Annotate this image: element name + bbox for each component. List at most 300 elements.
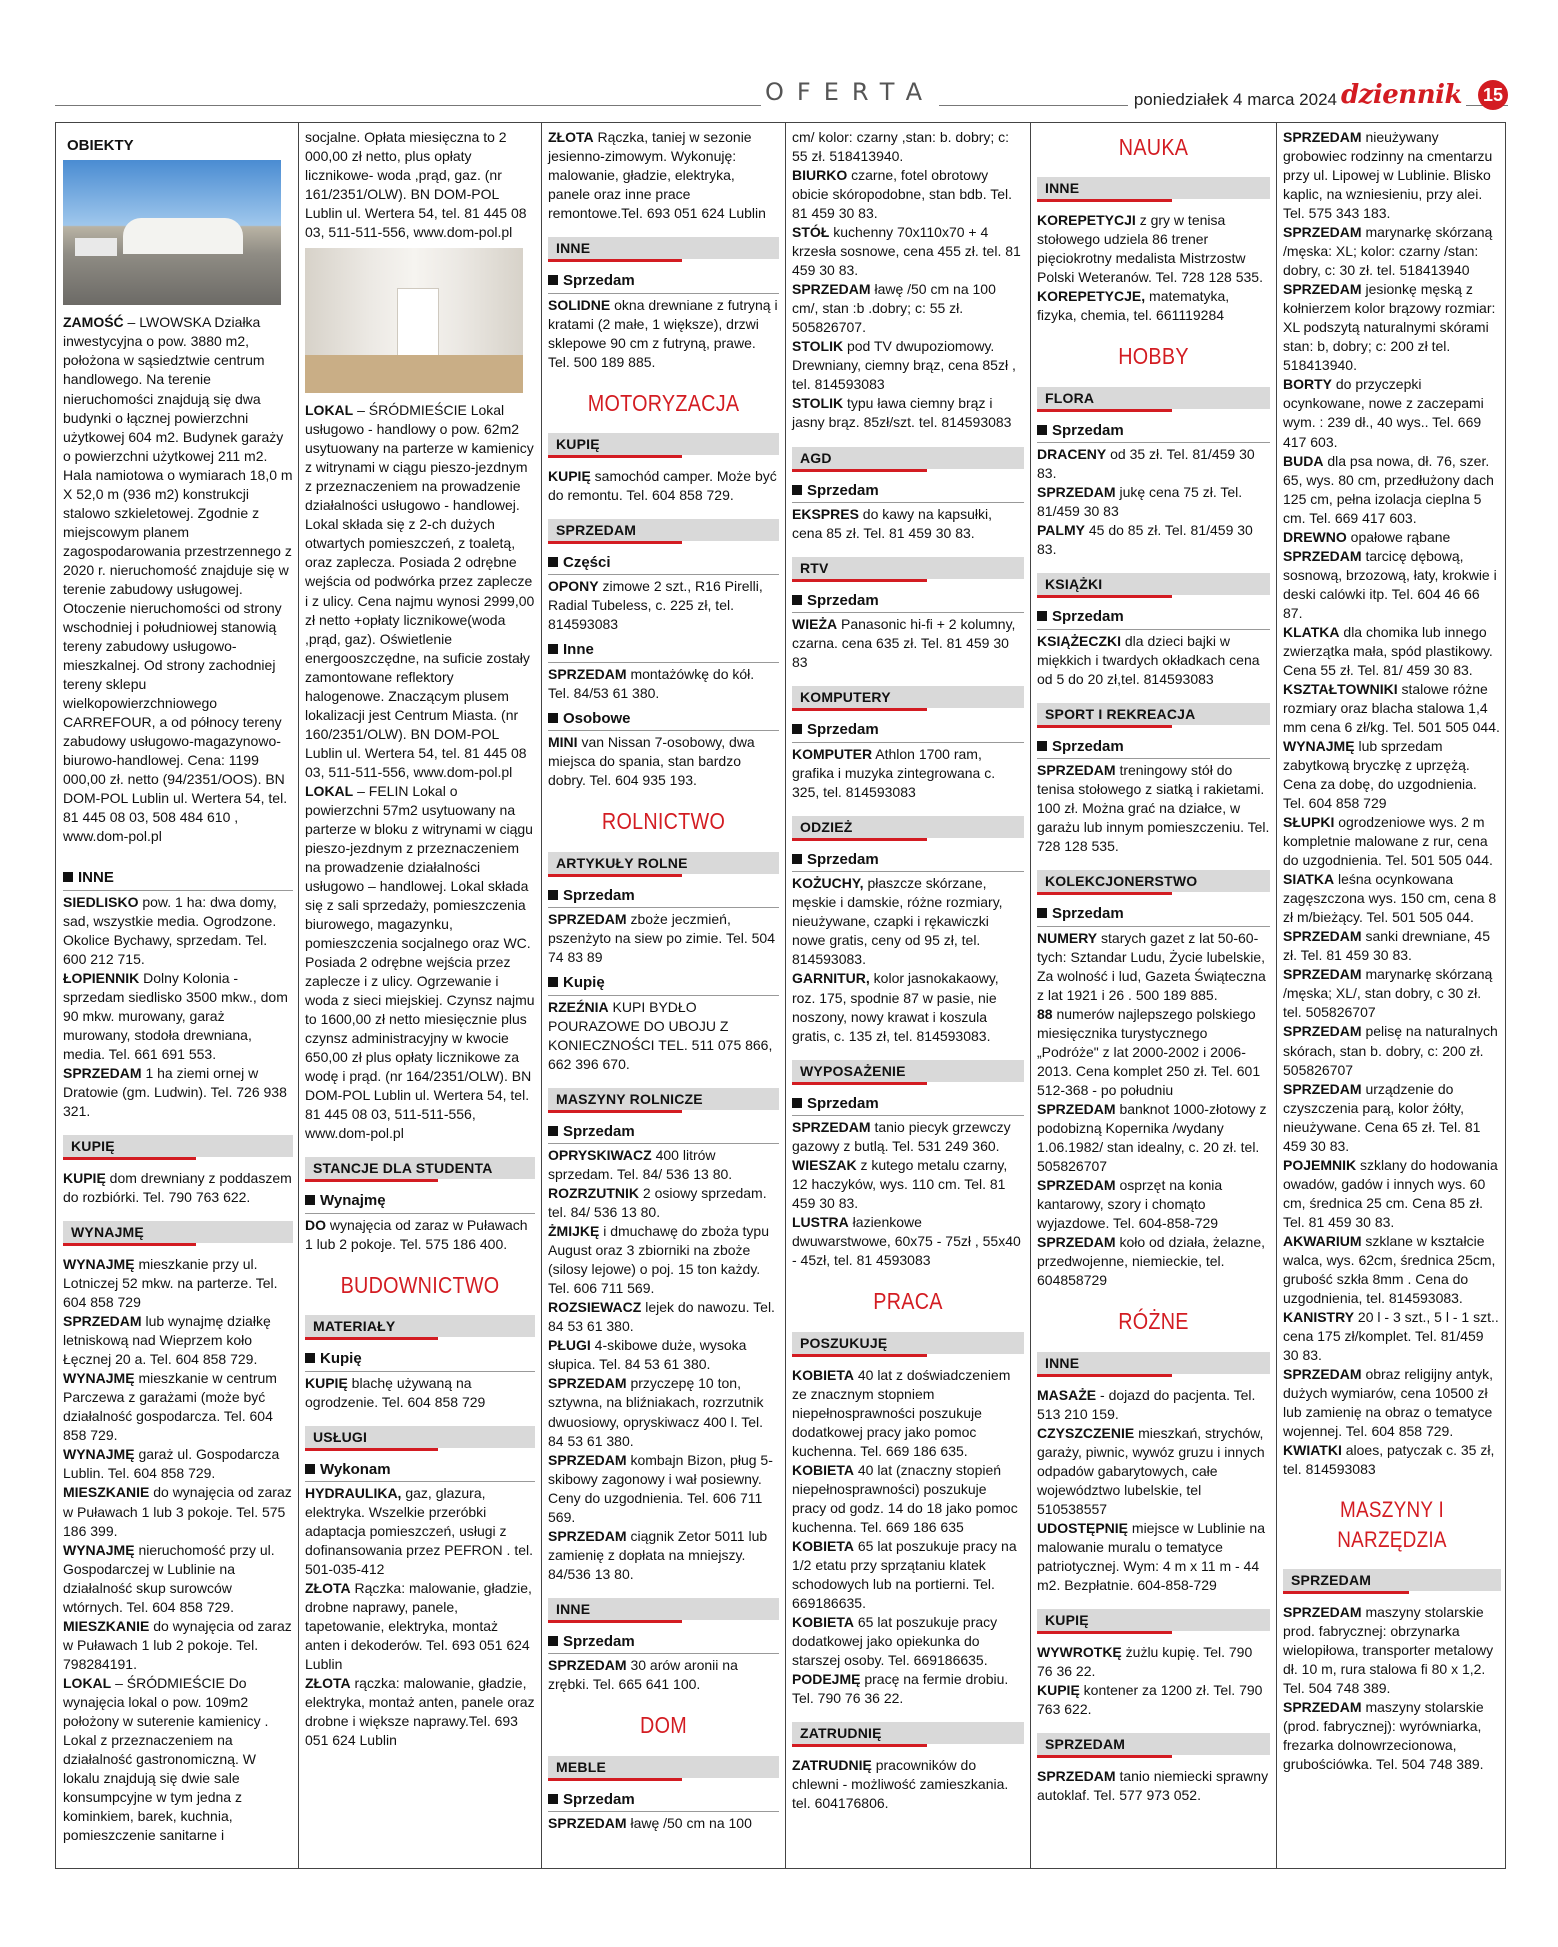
classified-ad [1283, 1441, 1501, 1479]
ad-keyword: SPRZEDAM [1037, 484, 1116, 501]
classified-ad [792, 874, 1024, 969]
ad-list [63, 893, 293, 1121]
section-rozne: RÓŻNE [1118, 1308, 1189, 1335]
category-komputery: KOMPUTERY [792, 686, 1024, 708]
ad-keyword: ZŁOTA [305, 1675, 351, 1692]
ad-body: tanio niemiecki sprawny autoklaf. Tel. 577 973 052. [1037, 1768, 1269, 1804]
ad-body: 40 lat z doświadczeniem ze znacznym stopniem niepełnosprawności poszukuje dodatkowej pracy jako pomoc kuchenna. Tel. 669 186 635. [792, 1366, 1011, 1459]
ad-body: 65 lat poszukuje pracy dodatkowej jako opiekunka do starszej osoby. Tel. 669186635. [792, 1613, 998, 1668]
ad-keyword: SPRZEDAM [792, 281, 871, 298]
classified-ad [1037, 929, 1270, 1005]
ad-keyword: STOLIK [792, 338, 844, 355]
ad-keyword: ŁOPIENNIK [63, 969, 140, 986]
classified-ad [1283, 547, 1501, 623]
classified-ad [792, 1118, 1024, 1156]
ad-body: płaszcze skórzane, męskie i damskie, różne rozmiary, nieużywane, czapki i rękawiczki nowe gratis, ceny od 95 zł, tel. 814593083. [792, 875, 1003, 968]
ad-keyword: WYNAJMĘ [63, 1541, 135, 1558]
ad-keyword: ZŁOTA [305, 1580, 351, 1597]
ad-keyword: STOLIK [792, 395, 844, 412]
ad-keyword: KANISTRY [1283, 1308, 1355, 1325]
classified-ad [63, 893, 293, 969]
ad-body: obraz religijny antyk, dużych wymiarów, cena 10500 zł lub zamienię na obraz o tematyce wojennej. Tel. 604 858 729. [1283, 1366, 1494, 1440]
ad-body: maszyny stolarskie (prod. fabrycznej): wyrówniarka, frezarka dolnowrzecionowa, grubościówka. Tel. 504 748 389. [1283, 1699, 1484, 1773]
ad-body: – FELIN Lokal o powierzchni 57m2 usytuowany na parterze w bloku z witrynami w ciągu pieszo-jezdnym z przeznaczeniem na prowadzenie działalności usługowo – handlowej. Lokal składa się z sali sprzedaży, pomieszczenia biurowego, magazynku, pomieszczenia socjalnego oraz WC. Posiada 2 odrębne wejścia przez zaplecze i z ulicy. Ogrzewanie i woda z sieci miejskiej. Czynsz najmu to 1600,00 zł netto miesięcznie plus czynsz administracyjny w kwocie 650,00 zł plus opłaty licznikowe za wodę i prąd. (nr 164/2351/OLW). BN DOM-POL Lublin ul. Wertera 54, tel. 81 445 08 03, 511-511-556, www.dom-pol.pl [305, 782, 535, 1142]
ad-list [548, 910, 779, 967]
ad-keyword: SPRZEDAM [1283, 547, 1362, 564]
ad-body: czarne, fotel obrotowy obicie skóropodobne, stan bdb. Tel. 81 459 30 83. [792, 167, 1013, 222]
ad-body: numerów najlepszego polskiego miesięcznika turystycznego „Podróże" z lat 2000-2002 i 2006-2013. Cena komplet 250 zł. Tel. 601 512-368 - po południu [1037, 1005, 1261, 1098]
classified-ad [305, 1674, 535, 1750]
ad-keyword: KWIATKI [1283, 1442, 1342, 1459]
ad-body: opałowe rąbane [1346, 528, 1451, 545]
ad-list [63, 1169, 293, 1207]
classified-ad [1283, 1080, 1501, 1156]
ad-keyword: SPRZEDAM [1283, 281, 1362, 298]
category-wyposazenie: WYPOSAŻENIE [792, 1060, 1024, 1082]
classified-ad [1037, 1519, 1270, 1595]
ad-keyword: EKSPRES [792, 505, 859, 522]
ad-list [1037, 632, 1270, 689]
ad-keyword: ŻMIJKĘ [548, 1223, 600, 1240]
ad-keyword: SPRZEDAM [548, 1451, 627, 1468]
ad-body: marynarkę skórzaną /męska: XL; kolor: czarny /stan: dobry, c: 30 zł. tel. 518413940 [1283, 224, 1493, 279]
subcategory-kupie: Kupię [548, 973, 779, 995]
ad-list [1037, 1767, 1270, 1805]
ad-body: mieszkanie w centrum Parczewa z garażami (może być działalność gospodarcza. Tel. 604 858 729. [63, 1370, 277, 1444]
category-poszukuje: POSZUKUJĘ [792, 1332, 1024, 1354]
ad-keyword: SPRZEDAM [1283, 129, 1362, 145]
ad-body: Athlon 1700 ram, grafika i muzyka zintegrowana c. 325, tel. 814593083 [792, 745, 996, 800]
section-budownictwo: BUDOWNICTWO [340, 1271, 500, 1298]
ad-body: typu ława ciemny brąz i jasny brąz. 85zł/szt. tel. 814593083 [792, 395, 1012, 431]
ad-body: szklany do hodowania owadów, gadów i innych wys. 60 cm, średnica 25 cm. Cena 85 zł. Tel. 81 459 30 83. [1283, 1156, 1498, 1230]
ad-body: do kawy na kapsułki, cena 85 zł. Tel. 81 459 30 83. [792, 505, 992, 541]
ad-body: jesionkę męską z kołnierzem kolor brązowy rozmiar: XL podszytą naturalnymi skórami stan: b, dobry; c: 200 zł tel. 518413940. [1283, 281, 1496, 374]
ad-list [792, 615, 1024, 672]
category-inne: INNE [548, 1598, 779, 1620]
ad-list [792, 166, 1024, 432]
ad-body: żużlu kupię. Tel. 790 76 36 22. [1037, 1643, 1253, 1679]
ad-body: aloes, patyczak c. 35 zł, tel. 814593083 [1283, 1442, 1495, 1478]
ad-keyword: LOKAL [305, 782, 354, 799]
ad-keyword: WIESZAK [792, 1157, 857, 1174]
ad-body: dom drewniany z poddaszem do rozbiórki. Tel. 790 763 622. [63, 1170, 292, 1206]
ad-keyword: SOLIDNE [548, 296, 611, 313]
ad-keyword: SPRZEDAM [1037, 1177, 1116, 1194]
subcategory-czesci: Części [548, 553, 779, 575]
ad-keyword: KUPIĘ [548, 467, 591, 484]
classified-ad [63, 1483, 293, 1540]
subcategory-kupie: Kupię [305, 1349, 535, 1371]
classified-ad [548, 733, 779, 790]
classified-ad [548, 577, 779, 634]
issue-date: poniedziałek 4 marca 2024 [1128, 90, 1343, 110]
ad-keyword: KSZTAŁTOWNIKI [1283, 680, 1398, 697]
subcategory-inne: Inne [548, 640, 779, 662]
classified-ad [1283, 528, 1501, 547]
ad-keyword: NUMERY [1037, 929, 1098, 946]
column-divider [298, 122, 299, 1869]
subcategory-osobowe: Osobowe [548, 709, 779, 731]
classified-ad [792, 1213, 1024, 1270]
category-kupie: KUPIĘ [63, 1135, 293, 1157]
classified-ad [548, 1527, 779, 1584]
ad-list [305, 1484, 535, 1750]
section-title: OFERTA [761, 78, 939, 106]
ad-keyword: DREWNO [1283, 528, 1347, 545]
ad-keyword: SPRZEDAM [1037, 1768, 1116, 1785]
ad-body: 400 litrów sprzedam. Tel. 84/ 536 13 80. [548, 1147, 733, 1183]
ad-list [63, 313, 293, 846]
ad-keyword: LOKAL [305, 402, 354, 419]
ad-keyword: SPRZEDAM [548, 1527, 627, 1544]
classified-ad [1037, 1176, 1270, 1233]
category-inne: INNE [1037, 177, 1270, 199]
ad-body: i dmuchawę do zboża typu August oraz 3 zbiorniki na zboże (silosy lejowe) o poj. 15 ton każdy. Tel. 606 711 569. [548, 1223, 769, 1297]
column-5 [1033, 128, 1274, 1863]
ad-keyword: PALMY [1037, 522, 1085, 539]
ad-keyword: PŁUGI [548, 1337, 591, 1354]
ad-body: 30 arów aronii na zrębki. Tel. 665 641 100. [548, 1657, 738, 1693]
classified-ad [548, 910, 779, 967]
ad-body: garaż ul. Gospodarcza Lublin. Tel. 604 858 729. [63, 1446, 280, 1482]
ad-body: 2 osiowy sprzedam. tel. 84/ 536 13 80. [548, 1185, 767, 1221]
classified-ad [305, 1374, 535, 1412]
classified-ad [1037, 1643, 1270, 1681]
ad-body: maszyny stolarskie prod. fabrycznej: obrzynarka wielopiłowa, transporter metalowy dł. 10 m, rura stalowa fi 80 x 1,2. Tel. 504 748 389. [1283, 1604, 1494, 1697]
ad-list [548, 467, 779, 505]
page-header [55, 78, 1508, 118]
ad-keyword: SPRZEDAM [1037, 762, 1116, 779]
classified-ad [792, 745, 1024, 802]
ad-body: Rączka: malowanie, gładzie, drobne naprawy, panele, tapetowanie, elektryka, montaż anten i dekoderów. Tel. 693 051 624 Lublin [305, 1580, 532, 1673]
ad-body: pow. 1 ha: dwa domy, sad, wszystkie media. Ogrodzone. Okolice Bychawy, sprzedam. Tel. 600 212 715. [63, 893, 277, 967]
ad-keyword: SŁUPKI [1283, 814, 1335, 831]
category-inne: INNE [1037, 1352, 1270, 1374]
ad-body: kolor jasnokakaowy, roz. 175, spodnie 87 w pasie, nie noszony, nowy krawat i koszula gratis, c. 135 zł, tel. 814593083. [792, 970, 999, 1044]
classified-ad [305, 782, 535, 1144]
classified-ad [792, 615, 1024, 672]
ad-body: dla dzieci bajki w miękkich i twardych okładkach cena od 5 do 20 zł,tel. 814593083 [1037, 632, 1260, 687]
ad-body: łazienkowe dwuwarstwowe, 60x75 - 75zł , 55x40 - 45zł, tel. 81 4593083 [792, 1214, 1021, 1269]
ad-body: 1 ha ziemi ornej w Dratowie (gm. Ludwin). Tel. 726 938 321. [63, 1064, 287, 1119]
subcategory-wykonam: Wykonam [305, 1460, 535, 1482]
section-nauka: NAUKA [1118, 134, 1189, 160]
ad-body: pod TV dwupoziomowy. Drewniany, ciemny brąz, cena 85zł , tel. 814593083 [792, 338, 1016, 393]
ad-body: okna drewniane z futryną i kratami (2 małe, 1 większe), drzwi sklepowe 90 cm z futryną, prawe. Tel. 500 189 885. [548, 296, 778, 370]
ad-keyword: SPRZEDAM [548, 1814, 627, 1831]
classified-ad [1037, 1100, 1270, 1176]
ad-list [305, 401, 535, 1143]
ad-body: gaz, glazura, elektryka. Wszelkie przeróbki adaptacja pomieszczeń, usługi z dofinansowania przez PEFRON . tel. 501-035-412 [305, 1484, 533, 1578]
ad-body: koło od działa, żelazne, przedwojenne, niemieckie, tel. 604858729 [1037, 1234, 1265, 1289]
subcategory-sprzedam: Sprzedam [548, 886, 779, 908]
category-zatrudnie: ZATRUDNIĘ [792, 1722, 1024, 1744]
ad-keyword: KOBIETA [792, 1461, 854, 1478]
ad-keyword: SPRZEDAM [1283, 928, 1362, 945]
ad-keyword: SPRZEDAM [1037, 1234, 1116, 1251]
classified-ad [1283, 1603, 1501, 1698]
classified-ad [1283, 375, 1501, 451]
classified-ad [305, 1579, 535, 1674]
ad-body: rączka: malowanie, gładzie, elektryka, montaż anten, panele oraz drobne i większe naprawy.Tel. 693 051 624 Lublin [305, 1675, 535, 1749]
classified-ad [63, 1445, 293, 1483]
ad-list [792, 874, 1024, 1045]
ad-list [1283, 1603, 1501, 1774]
subcategory-wynajme: Wynajmę [305, 1191, 535, 1213]
ad-body: kombajn Bizon, pług 5-skibowy zagonowy i wał posiewny. Ceny do uzgodnienia. Tel. 606 711 569. [548, 1451, 773, 1525]
ad-body: lub wynajmę działkę letniskową nad Wieprzem koło Łęcznej 20 a. Tel. 604 858 729. [63, 1313, 271, 1368]
ad-body: marynarkę skórzaną /męska; XL/, stan dobry, c 30 zł. tel. 505826707 [1283, 966, 1493, 1021]
classified-ad [63, 969, 293, 1064]
category-sport: SPORT I REKREACJA [1037, 703, 1270, 725]
classified-ad [1037, 287, 1270, 325]
classified-ad [792, 1366, 1024, 1461]
ad-keyword: KUPIĘ [1037, 1681, 1080, 1698]
ad-body: samochód camper. Może być do remontu. Tel. 604 858 729. [548, 467, 777, 503]
ad-body: wynajęcia od zaraz w Puławach 1 lub 2 pokoje. Tel. 575 186 400. [305, 1216, 528, 1252]
ad-list [1037, 1386, 1270, 1595]
classified-ad [1283, 1698, 1501, 1774]
ad-keyword: DRACENY [1037, 446, 1107, 463]
ad-keyword: SPRZEDAM [1283, 966, 1362, 983]
classified-ad [548, 296, 779, 372]
ad-body: KUPI BYDŁO POURAZOWE DO UBOJU Z KONIECZNOŚCI TEL. 511 075 866, 662 396 670. [548, 998, 773, 1072]
ad-body: – LWOWSKA Działka inwestycyjna o pow. 3880 m2, położona w sąsiedztwie centrum handlowego. Na terenie nieruchomości znajdują się dwa budynki o łącznej powierzchni użytkowej 604 m2. Budynek garaży o powierzchni użytkowej 211 m2. Hala namiotowa o wymiarach 18,0 m X 52,0 m (936 m2) konstrukcji stalowo szkieletowej. Zgodnie z miejscowym planem zagospodarowania przestrzennego z 2020 r. nieruchomość znajduje się w terenie zabudowy usługowej. Otoczenie nieruchomości od strony wschodniej i południowej stanowią tereny zabudowy usługowo-mieszkalnej. Od strony zachodniej tereny sklepu wielkopowierzchniowego CARREFOUR, a od północy tereny zabudowy usługowo-magazynowo-biurowo-handlowej. Cena: 1199 000,00 zł. netto (94/2351/OOS). BN DOM-POL Lublin ul. Wertera 54, tel. 81 445 08 03, 508 484 610 , www.dom-pol.pl [63, 314, 293, 845]
category-sprzedam: SPRZEDAM [1283, 1569, 1501, 1591]
ad-keyword: LUSTRA [792, 1214, 849, 1231]
classified-ad [63, 1617, 293, 1674]
ad-keyword: SIEDLISKO [63, 893, 139, 910]
ad-keyword: SPRZEDAM [1283, 1366, 1362, 1383]
ad-body: dla chomika lub innego zwierzątka mała, spód plastikowy. Cena 55 zł. Tel. 81/ 459 30 83. [1283, 623, 1493, 678]
classified-ad [1037, 761, 1270, 856]
ad-body: z gry w tenisa stołowego udziela 86 trener pięciokrotny medalista Mistrzostw Polski Weteranów. Tel. 728 128 535. [1037, 212, 1263, 286]
ad-body: montażówkę do kół. Tel. 84/53 61 380. [548, 665, 755, 701]
ad-body: ogrodzeniowe wys. 2 m kompletnie malowane z rur, cena do uzgodnienia. Tel. 501 505 044. [1283, 814, 1493, 869]
classified-ad [1283, 1365, 1501, 1441]
section-praca: PRACA [873, 1288, 943, 1315]
subcategory-sprzedam: Sprzedam [548, 271, 779, 293]
ad-body: nieużywany grobowiec rodzinny na cmentarzu przy ul. Lipowej w Lublinie. Blisko kaplic, na wzniesieniu, przy alei. Tel. 575 343 183. [1283, 129, 1493, 222]
ad-body: - dojazd do pacjenta. Tel. 513 210 159. [1037, 1386, 1256, 1422]
category-uslugi: USŁUGI [305, 1426, 535, 1448]
ad-keyword: RZEŹNIA [548, 998, 609, 1015]
ad-body: pracowników do chlewni - możliwość zamieszkania. tel. 604176806. [792, 1757, 1009, 1812]
ad-keyword: SPRZEDAM [1283, 1699, 1362, 1716]
category-maszyny-rolnicze: MASZYNY ROLNICZE [548, 1088, 779, 1110]
section-dom: DOM [640, 1712, 687, 1739]
ad-keyword: WIEŻA [792, 616, 838, 633]
category-kupie: KUPIĘ [548, 433, 779, 455]
ad-keyword: DO [305, 1216, 326, 1233]
ad-body: 20 l - 3 szt., 5 l - 1 szt.. cena 175 zł/komplet. Tel. 81/459 30 83. [1283, 1308, 1499, 1363]
column-2 [301, 128, 539, 1863]
classified-ad [548, 1374, 779, 1450]
subcategory-sprzedam: Sprzedam [792, 1094, 1024, 1116]
ad-list [792, 745, 1024, 802]
ad-keyword: MINI [548, 734, 578, 751]
ad-keyword: WYWROTKĘ [1037, 1643, 1122, 1660]
classified-ad [63, 1255, 293, 1312]
ad-keyword: KLATKA [1283, 623, 1340, 640]
classified-ad [305, 1216, 535, 1254]
subcategory-sprzedam: Sprzedam [792, 591, 1024, 613]
ad-body: mieszkanie przy ul. Lotniczej 52 mkw. na parterze. Tel. 604 858 729 [63, 1256, 278, 1311]
classified-ad [548, 1222, 779, 1298]
ad-body: – ŚRÓDMIEŚCIE Do wynajęcia lokal o pow. 109m2 położony w suterenie kamienicy . Lokal z przeznaczeniem na działalność gastronomiczną. W lokalu znajdują się dwie sale konsumpcyjne w tym jedna z kominkiem, barek, kuchnia, pomieszczenie sanitarne i [63, 1674, 269, 1844]
classified-ad [63, 1064, 293, 1121]
ad-list [792, 505, 1024, 543]
ad-keyword: KUPIĘ [63, 1170, 106, 1187]
classified-ad [63, 1369, 293, 1445]
ad-keyword: WYNAJMĘ [63, 1370, 135, 1387]
classified-ad [792, 1756, 1024, 1813]
ad-list [548, 665, 779, 703]
ad-keyword: POJEMNIK [1283, 1156, 1357, 1173]
section-rolnictwo: ROLNICTWO [601, 808, 726, 835]
classified-ad [548, 1814, 779, 1833]
column-3 [544, 128, 783, 1863]
ad-body: Dolny Kolonia - sprzedam siedlisko 3500 mkw., dom 90 mkw. murowany, garaż murowany, stodoła drewniana, media. Tel. 661 691 553. [63, 969, 288, 1062]
ad-keyword: KOBIETA [792, 1537, 854, 1554]
subcategory-sprzedam: Sprzedam [548, 1122, 779, 1144]
subcategory-inne: INNE [63, 868, 293, 890]
classified-ad [63, 313, 293, 846]
ad-body: tanio piecyk grzewczy gazowy z butlą. Tel. 531 249 360. [792, 1118, 1011, 1155]
ad-body: blachę używaną na ogrodzenie. Tel. 604 858 729 [305, 1374, 486, 1410]
ad-body: pracę na fermie drobiu. Tel. 790 76 36 22. [792, 1671, 1009, 1707]
ad-keyword: LOKAL [63, 1674, 112, 1691]
category-wynajme: WYNAJMĘ [63, 1221, 293, 1243]
ad-list [792, 1366, 1024, 1709]
ad-body: tarcicę dębową, sosnową, brzozową, łaty, krokwie i deski calówki itp. Tel. 604 46 66 87. [1283, 547, 1497, 621]
classified-ad [1283, 623, 1501, 680]
category-rtv: RTV [792, 557, 1024, 579]
ad-body: pelisę na naturalnych skórach, stan b. dobry, c: 200 zł. 505826707 [1283, 1023, 1498, 1078]
ad-body: sanki drewniane, 45 zł. Tel. 81 459 30 83. [1283, 928, 1490, 964]
classified-ad [792, 166, 1024, 223]
ad-body: mieszkań, strychów, garaży, piwnic, wywóz gruzu i innych odpadów gabarytowych, całe województwo lubelskie, tel 510538557 [1037, 1424, 1265, 1517]
classified-ad [1283, 813, 1501, 870]
classified-ad [63, 1541, 293, 1617]
ad-list [1037, 211, 1270, 325]
ad-keyword: SPRZEDAM [1283, 1080, 1362, 1097]
ad-keyword: OPONY [548, 578, 599, 595]
classified-ad [1037, 1005, 1270, 1100]
ad-list [548, 1814, 779, 1833]
ad-body: lub sprzedam zabytkową bryczkę z uprzężą. Cena za dobę, do uzgodnienia. Tel. 604 858 729 [1283, 738, 1477, 812]
page-number: 15 [1478, 80, 1508, 110]
ad-list [548, 1146, 779, 1584]
ad-keyword: SPRZEDAM [792, 1118, 871, 1135]
subcategory-sprzedam: Sprzedam [1037, 904, 1270, 926]
ad-text: ZŁOTA Rączka, taniej w sezonie jesienno-zimowym. Wykonuję: malowanie, gładzie, elektryka, panele oraz inne prace remontowe.Tel. 693 051 624 Lublin [548, 129, 766, 222]
section-motoryzacja: MOTORYZACJA [587, 389, 740, 416]
ad-body: treningowy stół do tenisa stołowego z siatką i rakietami. 100 zł. Można grać na działce, w garażu lub innym pomieszczeniu. Tel. 728 128 535. [1037, 762, 1270, 855]
classified-ad [1283, 965, 1501, 1022]
ad-body: 4-skibowe duże, wysoka słupica. Tel. 84 53 61 380. [548, 1337, 747, 1373]
ad-keyword: MIESZKANIE [63, 1484, 150, 1501]
ad-keyword: KOBIETA [792, 1366, 854, 1383]
ad-keyword: ROZSIEWACZ [548, 1299, 642, 1316]
ad-keyword: WYNAJMĘ [1283, 738, 1355, 754]
ad-keyword: MIESZKANIE [63, 1617, 150, 1634]
newspaper-logo: dziennik [1337, 80, 1466, 110]
category-sprzedam: SPRZEDAM [548, 519, 779, 541]
ad-body: zimowe 2 szt., R16 Pirelli, Radial Tubeless, c. 225 zł, tel. 814593083 [548, 578, 763, 633]
classified-ad [1037, 445, 1270, 483]
classified-ad [1283, 1156, 1501, 1232]
category-artykuly-rolne: ARTYKUŁY ROLNE [548, 852, 779, 874]
section-hobby: HOBBY [1118, 343, 1189, 370]
classified-ad [792, 1156, 1024, 1213]
ad-list [548, 1656, 779, 1694]
classified-ad [1037, 1386, 1270, 1424]
subcategory-sprzedam: Sprzedam [548, 1790, 779, 1812]
classified-ad [548, 1298, 779, 1336]
property-photo [63, 160, 281, 305]
classified-ad [63, 1674, 293, 1845]
ad-keyword: 88 [1037, 1005, 1053, 1022]
classified-ad [1037, 483, 1270, 521]
category-stancje: STANCJE DLA STUDENTA [305, 1157, 535, 1179]
ad-keyword: SPRZEDAM [1283, 1604, 1362, 1621]
ad-list [305, 1216, 535, 1254]
classified-ad [1037, 1233, 1270, 1290]
ad-keyword: BUDA [1283, 452, 1324, 469]
ad-keyword: KSIĄŻECZKI [1037, 632, 1121, 649]
section-maszyny-narzedzia: MASZYNY I NARZĘDZIA [1337, 1497, 1447, 1553]
classified-ad [1283, 680, 1501, 737]
ad-body: – ŚRÓDMIEŚCIE Lokal usługowo - handlowy o pow. 62m2 usytuowany na parterze w kamienicy z witrynami w ciągu pieszo-jezdnym z przeznaczeniem na prowadzenie działalności usługowo - handlowej. Lokal składa się z 2-ch dużych otwartych pomieszczeń, z toaletą, oraz zaplecza. Posiada 2 odrębne wejścia od podwórka przez zaplecze i z ulicy. Cena najmu wynosi 2999,00 zł netto +opłaty licznikowe(woda ,prąd, gaz). Oświetlenie energooszczędne, na suficie zostały zamontowane reflektory halogenowe. Znaczącym plusem lokalizacji jest Centrum Miasta. (nr 160/2351/OLW). BN DOM-POL Lublin ul. Wertera 54, tel. 81 445 08 03, 511-511-556, www.dom-pol.pl [305, 402, 535, 780]
ad-list [1283, 128, 1501, 1479]
ad-keyword: UDOSTĘPNIĘ [1037, 1519, 1129, 1536]
ad-body: starych gazet z lat 50-60-tych: Sztandar Ludu, Życie lubelskie, Za wolność i lud, Gazeta Świąteczna z lat 1921 i 26 . 500 189 885. [1037, 929, 1266, 1003]
ad-keyword: SPRZEDAM [548, 1375, 627, 1392]
category-sprzedam: SPRZEDAM [1037, 1733, 1270, 1755]
ad-keyword: ZATRUDNIĘ [792, 1757, 872, 1774]
classified-ad [1283, 1308, 1501, 1365]
ad-body: lejek do nawozu. Tel. 84 53 61 380. [548, 1299, 775, 1335]
ad-body: do wynajęcia od zaraz w Puławach 1 lub 3 pokoje. Tel. 575 186 399. [63, 1484, 292, 1539]
category-inne: INNE [548, 237, 779, 259]
classified-ad [1037, 632, 1270, 689]
ad-body: jukę cena 75 zł. Tel. 81/459 30 83 [1037, 484, 1243, 520]
ad-keyword: SPRZEDAM [548, 911, 627, 928]
ad-body: szklane w kształcie walca, wys. 62cm, średnica 25cm, grubość szkła 8mm . Cena do uzgodnienia, tel. 814593083. [1283, 1232, 1496, 1306]
classified-ad [305, 1484, 535, 1579]
ad-body: ławę /50 cm na 100 [626, 1814, 752, 1831]
classified-ad [1283, 280, 1501, 375]
ad-keyword: SPRZEDAM [1283, 224, 1362, 241]
classified-ad [1283, 452, 1501, 528]
ad-body: dla psa nowa, dł. 76, szer. 65, wys. 80 cm, przedłużony dach 125 cm, pełna izolacja cieplna 5 cm. Tel. 669 417 603. [1283, 452, 1494, 526]
ad-keyword: BIURKO [792, 167, 848, 184]
ad-body: nieruchomość przy ul. Gospodarczej w Lublinie na działalność skup surowców wtórnych. Tel. 604 858 729. [63, 1541, 275, 1615]
ad-keyword: GARNITUR, [792, 970, 870, 987]
ad-keyword: PODEJMĘ [792, 1671, 861, 1687]
ad-body: van Nissan 7-osobowy, dwa miejsca do spania, stan bardzo dobry. Tel. 604 935 193. [548, 734, 755, 789]
ad-keyword: CZYSZCZENIE [1037, 1424, 1135, 1441]
ad-body: od 35 zł. Tel. 81/459 30 83. [1037, 446, 1255, 482]
classified-ad [792, 394, 1024, 432]
category-agd: AGD [792, 447, 1024, 469]
ad-body: 40 lat (znaczny stopień niepełnosprawności) poszukuje pracy od godz. 14 do 18 jako pomoc kuchenna. Tel. 669 186 635 [792, 1461, 1018, 1535]
ad-body: miejsce w Lublinie na malowanie muralu o tematyce patriotycznej. Wym: 4 m x 11 m - 44 m2. Bezpłatnie. 604-858-729 [1037, 1519, 1265, 1593]
ad-list [792, 1118, 1024, 1270]
ad-keyword: ROZRZUTNIK [548, 1185, 639, 1202]
